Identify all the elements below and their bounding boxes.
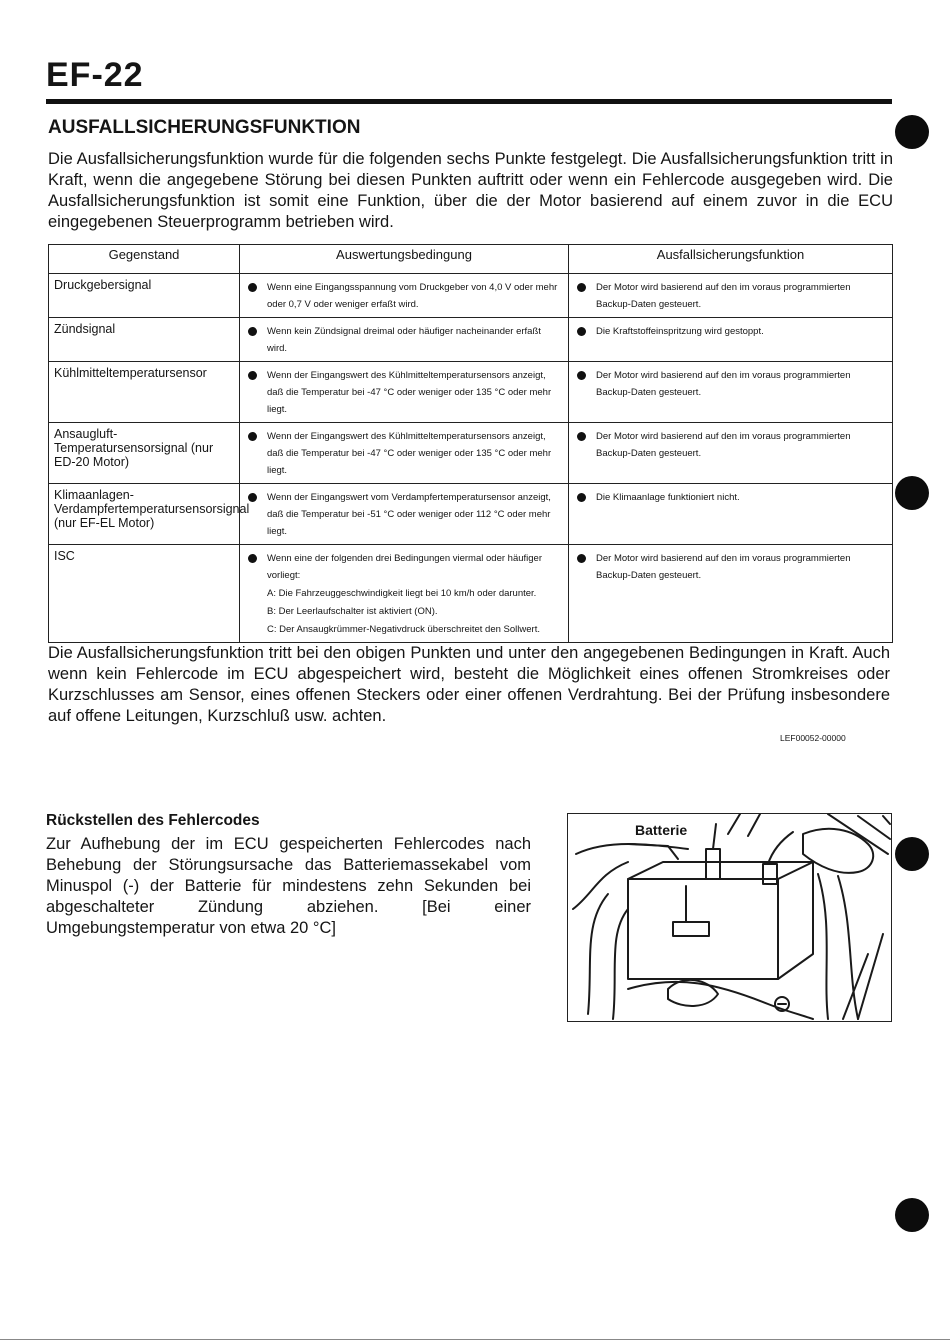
sub-condition-b: B: Der Leerlaufschalter ist aktiviert (ON). <box>267 606 438 617</box>
row-function <box>569 423 893 484</box>
function-text: Der Motor wird basierend auf den im voraus programmierten Backup-Daten gesteuert. <box>596 431 851 459</box>
page-code: EF-22 <box>46 56 144 94</box>
intro-paragraph: Die Ausfallsicherungsfunktion wurde für die folgenden sechs Punkte festgelegt. Die Ausfallsicherungsfunktion tritt in Kraft, wenn die angegebene Störung bei diesen Punkten auftritt oder wenn ein Fehlercode ausgegeben wird. Die Ausfallsicherungsfunktion ist somit eine Funktion, über die der Motor basierend auf einem zuvor in die ECU eingegebenen Steuerprogramm betrieben wird. <box>48 150 893 231</box>
column-header-item: Gegenstand <box>49 245 240 274</box>
binder-hole <box>895 1198 929 1232</box>
binder-hole <box>895 837 929 871</box>
battery-drawing <box>568 814 891 1021</box>
function-text: Die Klimaanlage funktioniert nicht. <box>596 492 740 503</box>
row-function <box>569 545 893 643</box>
battery-illustration <box>567 813 892 1022</box>
table-header-row <box>49 245 893 274</box>
failsafe-table <box>48 244 893 643</box>
bullet-icon <box>248 371 257 380</box>
sub-condition-c: C: Der Ansaugkrümmer-Negativdruck überschreitet den Sollwert. <box>267 624 540 635</box>
condition-text: Wenn der Eingangswert vom Verdampfertemperatursensor anzeigt, daß die Temperatur bei -51 °C oder weniger oder 112 °C oder mehr liegt. <box>267 492 551 537</box>
bullet-icon <box>248 493 257 502</box>
table-row <box>49 318 893 362</box>
bullet-icon <box>248 327 257 336</box>
row-item: Ansaugluft-Temperatursensorsignal (nur ED-20 Motor) <box>49 423 240 484</box>
function-text: Der Motor wird basierend auf den im voraus programmierten Backup-Daten gesteuert. <box>596 282 851 310</box>
reset-paragraph: Zur Aufhebung der im ECU gespeicherten Fehlercodes nach Behebung der Störungsursache das Batteriemassekabel vom Minuspol (-) der Batterie für mindestens zehn Sekunden bei abgeschalteter Zündung abziehen. [Bei einer Umgebungstemperatur von etwa 20 °C] <box>46 835 531 937</box>
binder-hole <box>895 476 929 510</box>
table-row <box>49 274 893 318</box>
condition-text: Wenn der Eingangswert des Kühlmitteltemperatursensors anzeigt, daß die Temperatur bei -47 °C oder weniger oder 135 °C oder mehr liegt. <box>267 431 552 476</box>
bullet-icon <box>248 432 257 441</box>
sub-condition-a: A: Die Fahrzeuggeschwindigkeit liegt bei 10 km/h oder darunter. <box>267 588 537 599</box>
header-rule <box>46 99 892 104</box>
row-function <box>569 484 893 545</box>
bullet-icon <box>248 554 257 563</box>
function-text: Der Motor wird basierend auf den im voraus programmierten Backup-Daten gesteuert. <box>596 370 851 398</box>
condition-text: Wenn der Eingangswert des Kühlmitteltemperatursensors anzeigt, daß die Temperatur bei -47 °C oder weniger oder 135 °C oder mehr liegt. <box>267 370 552 415</box>
condition-text: Wenn kein Zündsignal dreimal oder häufiger nacheinander erfaßt wird. <box>267 326 541 354</box>
bullet-icon <box>577 283 586 292</box>
row-item: ISC <box>49 545 240 643</box>
bullet-icon <box>577 371 586 380</box>
function-text: Die Kraftstoffeinspritzung wird gestoppt. <box>596 326 764 337</box>
row-item: Kühlmitteltemperatursensor <box>49 362 240 423</box>
bullet-icon <box>577 327 586 336</box>
row-function <box>569 362 893 423</box>
column-header-condition: Auswertungsbedingung <box>240 245 569 274</box>
reset-title: Rückstellen des Fehlercodes <box>46 812 260 829</box>
table-row <box>49 545 893 643</box>
bullet-icon <box>248 283 257 292</box>
row-condition <box>240 423 569 484</box>
column-header-function: Ausfallsicherungsfunktion <box>569 245 893 274</box>
row-item: Klimaanlagen-Verdampfertemperatursensorsignal (nur EF-EL Motor) <box>49 484 240 545</box>
row-item: Zündsignal <box>49 318 240 362</box>
row-condition <box>240 545 569 643</box>
outro-paragraph: Die Ausfallsicherungsfunktion tritt bei den obigen Punkten und unter den angegebenen Bedingungen in Kraft. Auch wenn kein Fehlercode im ECU abgespeichert wird, besteht die Möglichkeit eines offenen Stromkreises oder Kurzschlusses am Sensor, eines offenen Steckers oder einer offenen Verdrahtung. Bei der Prüfung insbesondere auf offene Leitungen, Kurzschluß usw. achten. <box>48 644 890 725</box>
row-function <box>569 274 893 318</box>
table-row <box>49 484 893 545</box>
row-condition <box>240 484 569 545</box>
row-condition <box>240 274 569 318</box>
battery-label: Batterie <box>635 822 688 838</box>
row-condition <box>240 318 569 362</box>
section-title: AUSFALLSICHERUNGSFUNKTION <box>48 117 361 138</box>
document-code: LEF00052-00000 <box>780 733 846 743</box>
function-text: Der Motor wird basierend auf den im voraus programmierten Backup-Daten gesteuert. <box>596 553 851 581</box>
row-function <box>569 318 893 362</box>
table-row <box>49 423 893 484</box>
table-row <box>49 362 893 423</box>
bottom-edge-line <box>0 1339 950 1340</box>
bullet-icon <box>577 554 586 563</box>
row-item: Druckgebersignal <box>49 274 240 318</box>
bullet-icon <box>577 432 586 441</box>
bullet-icon <box>577 493 586 502</box>
row-condition <box>240 362 569 423</box>
condition-text: Wenn eine Eingangsspannung vom Druckgeber von 4,0 V oder mehr oder 0,7 V oder weniger erfaßt wird. <box>267 282 558 310</box>
binder-hole <box>895 115 929 149</box>
condition-text: Wenn eine der folgenden drei Bedingungen viermal oder häufiger vorliegt: <box>267 553 542 581</box>
